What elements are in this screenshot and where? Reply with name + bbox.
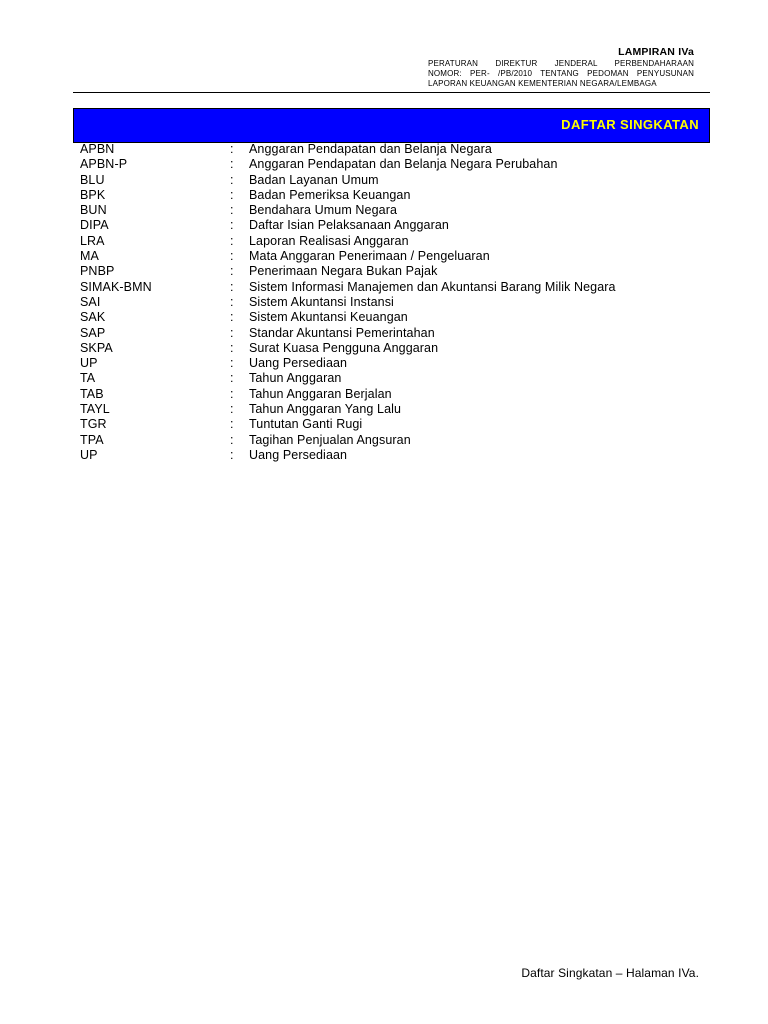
colon-separator: : xyxy=(230,340,234,355)
abbreviation-term: APBN-P xyxy=(80,157,128,172)
colon-separator: : xyxy=(230,218,234,233)
list-item xyxy=(80,310,700,325)
abbreviation-term: BUN xyxy=(80,203,107,218)
abbreviation-meaning: Surat Kuasa Pengguna Anggaran xyxy=(249,340,439,355)
abbreviation-meaning: Tuntutan Ganti Rugi xyxy=(249,417,363,432)
list-item xyxy=(80,341,700,356)
abbreviation-term: SAK xyxy=(80,310,106,325)
list-item xyxy=(80,402,700,417)
abbreviation-meaning: Badan Layanan Umum xyxy=(249,172,379,187)
abbreviation-meaning: Penerimaan Negara Bukan Pajak xyxy=(249,264,438,279)
list-item xyxy=(80,433,700,448)
abbreviation-meaning: Tahun Anggaran xyxy=(249,371,342,386)
abbreviation-meaning: Tagihan Penjualan Angsuran xyxy=(249,432,411,447)
abbreviation-meaning: Uang Persediaan xyxy=(249,447,348,462)
abbreviation-term: UP xyxy=(80,356,98,371)
list-item xyxy=(80,264,700,279)
abbreviation-term: APBN xyxy=(80,142,115,156)
section-title: DAFTAR SINGKATAN xyxy=(561,117,699,132)
list-item xyxy=(80,387,700,402)
abbreviation-meaning: Anggaran Pendapatan dan Belanja Negara Perubahan xyxy=(249,157,558,172)
regulation-line-3: LAPORAN KEUANGAN KEMENTERIAN NEGARA/LEMBAGA xyxy=(428,79,657,88)
abbreviation-meaning: Tahun Anggaran Yang Lalu xyxy=(249,402,402,417)
list-item xyxy=(80,203,700,218)
abbreviation-meaning: Sistem Informasi Manajemen dan Akuntansi Barang Milik Negara xyxy=(249,279,616,294)
list-item xyxy=(80,218,700,233)
abbreviation-term: BLU xyxy=(80,172,105,187)
list-item xyxy=(80,188,700,203)
colon-separator: : xyxy=(230,417,234,432)
abbreviation-meaning: Laporan Realisasi Anggaran xyxy=(249,233,409,248)
abbreviation-term: TPA xyxy=(80,432,104,447)
abbreviation-term: TAB xyxy=(80,386,104,401)
list-item xyxy=(80,142,700,157)
colon-separator: : xyxy=(230,432,234,447)
list-item xyxy=(80,448,700,463)
abbreviation-meaning: Standar Akuntansi Pemerintahan xyxy=(249,325,435,340)
colon-separator: : xyxy=(230,402,234,417)
document-header xyxy=(428,46,694,89)
abbreviation-term: DIPA xyxy=(80,218,109,233)
abbreviation-meaning: Badan Pemeriksa Keuangan xyxy=(249,187,411,202)
abbreviation-term: SAI xyxy=(80,294,101,309)
colon-separator: : xyxy=(230,294,234,309)
abbreviation-meaning: Mata Anggaran Penerimaan / Pengeluaran xyxy=(249,249,490,264)
abbreviation-term: SIMAK-BMN xyxy=(80,279,152,294)
abbreviation-term: SKPA xyxy=(80,340,113,355)
abbreviation-term: MA xyxy=(80,249,99,264)
abbreviation-meaning: Uang Persediaan xyxy=(249,356,348,371)
colon-separator: : xyxy=(230,325,234,340)
lampiran-label: LAMPIRAN IVa xyxy=(618,46,694,58)
colon-separator: : xyxy=(230,187,234,202)
abbreviation-meaning: Anggaran Pendapatan dan Belanja Negara xyxy=(249,142,492,156)
abbreviation-meaning: Daftar Isian Pelaksanaan Anggaran xyxy=(249,218,449,233)
colon-separator: : xyxy=(230,447,234,462)
abbreviation-meaning: Sistem Akuntansi Instansi xyxy=(249,294,394,309)
list-item xyxy=(80,295,700,310)
list-item xyxy=(80,326,700,341)
abbreviation-meaning: Bendahara Umum Negara xyxy=(249,203,398,218)
section-title-bar xyxy=(73,108,710,143)
colon-separator: : xyxy=(230,249,234,264)
colon-separator: : xyxy=(230,157,234,172)
colon-separator: : xyxy=(230,233,234,248)
colon-separator: : xyxy=(230,264,234,279)
list-item xyxy=(80,417,700,432)
abbreviation-term: TAYL xyxy=(80,402,110,417)
abbreviation-meaning: Tahun Anggaran Berjalan xyxy=(249,386,392,401)
colon-separator: : xyxy=(230,172,234,187)
abbreviation-meaning: Sistem Akuntansi Keuangan xyxy=(249,310,408,325)
list-item xyxy=(80,280,700,295)
list-item xyxy=(80,356,700,371)
abbreviation-list xyxy=(80,142,700,463)
list-item xyxy=(80,234,700,249)
list-item xyxy=(80,157,700,172)
colon-separator: : xyxy=(230,356,234,371)
abbreviation-term: TGR xyxy=(80,417,107,432)
colon-separator: : xyxy=(230,371,234,386)
colon-separator: : xyxy=(230,203,234,218)
list-item xyxy=(80,173,700,188)
colon-separator: : xyxy=(230,142,234,156)
colon-separator: : xyxy=(230,386,234,401)
list-item xyxy=(80,371,700,386)
regulation-line-2: NOMOR: PER- /PB/2010 TENTANG PEDOMAN PENYUSUNAN xyxy=(428,69,694,78)
abbreviation-term: SAP xyxy=(80,325,106,340)
page-footer: Daftar Singkatan – Halaman IVa. xyxy=(521,966,699,980)
colon-separator: : xyxy=(230,310,234,325)
abbreviation-term: UP xyxy=(80,447,98,462)
abbreviation-term: PNBP xyxy=(80,264,115,279)
abbreviation-term: LRA xyxy=(80,233,105,248)
header-divider xyxy=(73,92,710,93)
list-item xyxy=(80,249,700,264)
regulation-line-1: PERATURAN DIREKTUR JENDERAL PERBENDAHARAAN xyxy=(428,59,694,68)
abbreviation-term: TA xyxy=(80,371,96,386)
colon-separator: : xyxy=(230,279,234,294)
abbreviation-term: BPK xyxy=(80,187,106,202)
